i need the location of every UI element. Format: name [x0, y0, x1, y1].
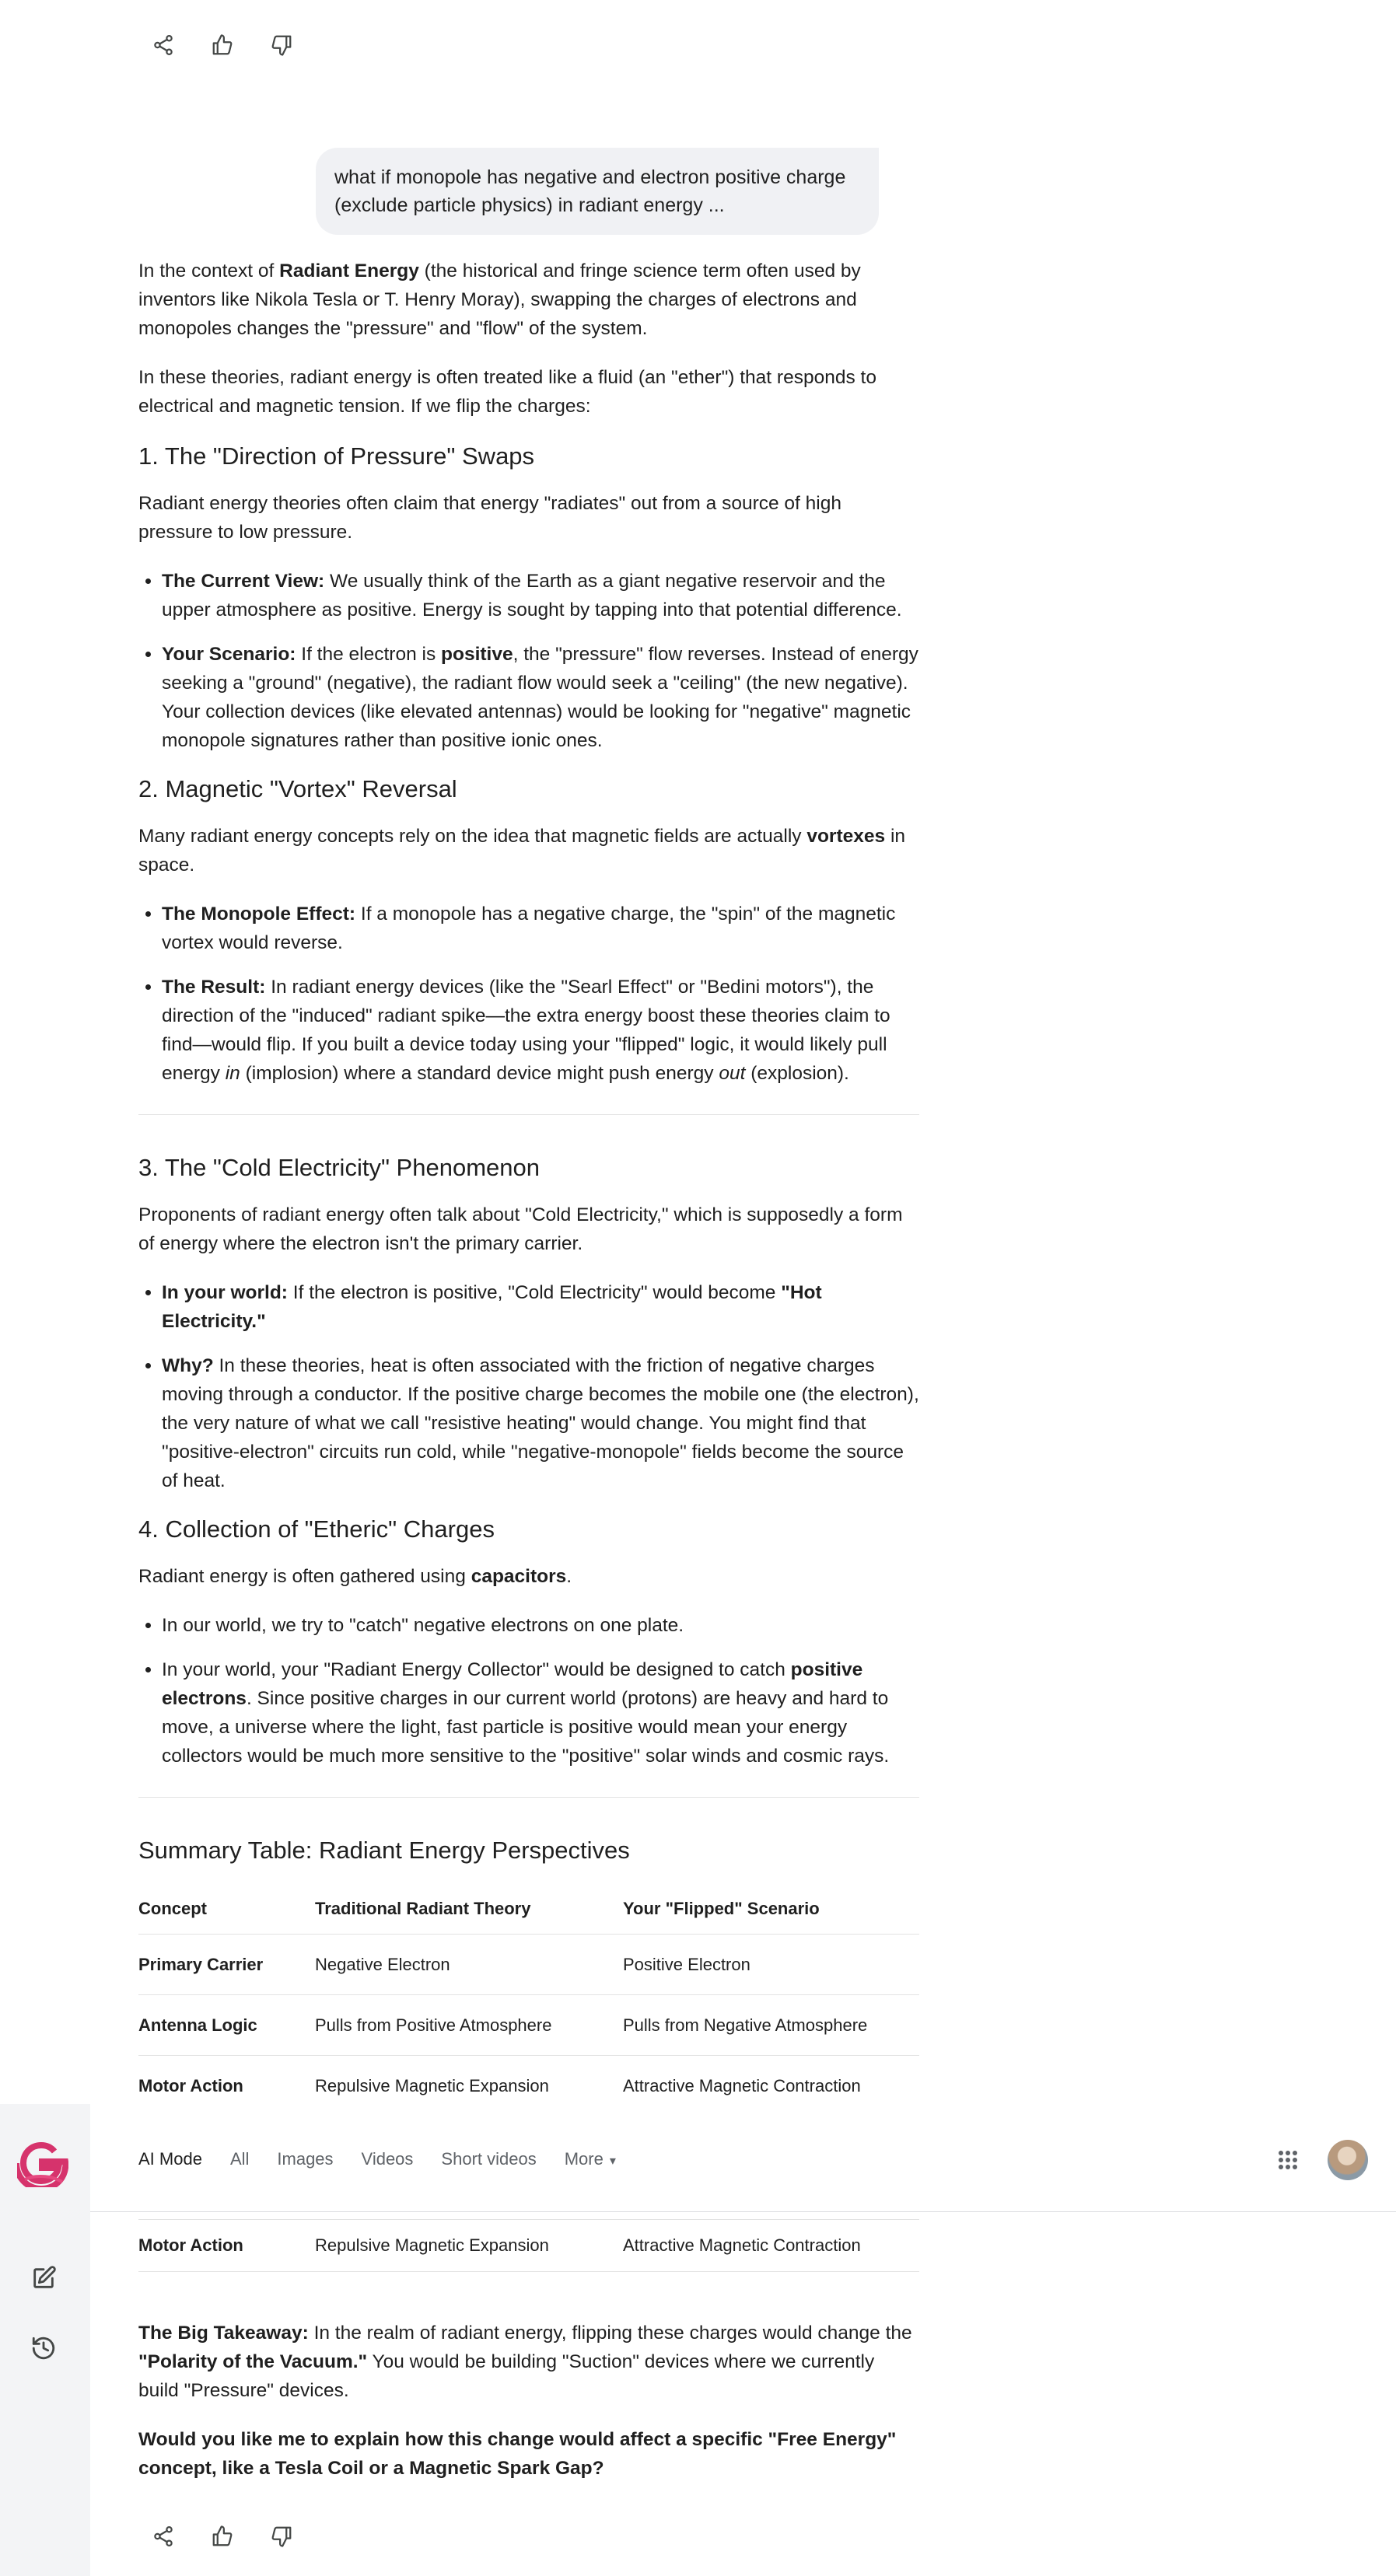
tab-videos[interactable]: Videos: [361, 2149, 414, 2169]
divider: [138, 1797, 919, 1798]
tab-more[interactable]: More ▾: [565, 2149, 616, 2169]
table-cell: Motor Action: [138, 2220, 315, 2272]
table-header: Your "Flipped" Scenario: [623, 1883, 919, 1935]
tab-images[interactable]: Images: [277, 2149, 334, 2169]
list-item: • Why? In these theories, heat is often associated with the friction of negative charges moving through a conductor. If the positive charge becomes the mobile one (the electron), the very nature of what we call "resistive heating" would change. You might find that "positive-electron" circuits run cold, while "negative-monopole" fields become the source of heat.: [162, 1351, 919, 1495]
table-header-row: [138, 1883, 919, 1935]
search-tabs: [138, 2149, 644, 2169]
followup-question: Would you like me to explain how this change would affect a specific "Free Energy" concept, like a Tesla Coil or a Magnetic Spark Gap?: [138, 2429, 897, 2479]
section-3-heading: 3. The "Cold Electricity" Phenomenon: [138, 1154, 540, 1181]
table-cell: Attractive Magnetic Contraction: [623, 2056, 919, 2116]
intro-paragraph-2: In these theories, radiant energy is often treated like a fluid (an "ether") that responds to electrical and magnetic tension. If we flip the charges:: [138, 367, 876, 417]
thumbs-up-icon[interactable]: [208, 31, 236, 59]
list-item: • In your world: If the electron is positive, "Cold Electricity" would become "Hot Electricity.": [162, 1278, 919, 1336]
section-3-list: [138, 1278, 919, 1495]
table-cell: Negative Electron: [315, 1935, 623, 1995]
section-4-text: Radiant energy is often gathered using capacitors.: [138, 1566, 572, 1587]
list-item: • In our world, we try to "catch" negative electrons on one plate.: [162, 1611, 919, 1640]
share-icon[interactable]: [149, 2522, 177, 2550]
list-item: • In your world, your "Radiant Energy Collector" would be designed to catch positive electrons. Since positive charges in our current world (protons) are heavy and hard to move, a universe where the light, fast particle is positive would mean your energy collectors would be much more sensitive to the "positive" solar winds and cosmic rays.: [162, 1655, 919, 1770]
history-icon[interactable]: [28, 2333, 59, 2364]
answer-closing: [138, 2319, 919, 2503]
summary-table: [138, 2168, 919, 2272]
apps-grid-icon[interactable]: [1278, 2150, 1298, 2170]
section-3-text: Proponents of radiant energy often talk about "Cold Electricity," which is supposedly a form of energy where the electron isn't the primary carrier.: [138, 1204, 903, 1254]
section-4-heading: 4. Collection of "Etheric" Charges: [138, 1515, 495, 1543]
thumbs-down-icon[interactable]: [268, 31, 296, 59]
intro-paragraph: In the context of Radiant Energy (the historical and fringe science term often used by inventors like Nikola Tesla or T. Henry Moray), swapping the charges of electrons and monopoles changes the "pressure" and "flow" of the system.: [138, 260, 861, 339]
section-2-text: Many radiant energy concepts rely on the idea that magnetic fields are actually vortexes in space.: [138, 826, 906, 876]
section-4-list: [138, 1611, 919, 1770]
section-1-heading: 1. The "Direction of Pressure" Swaps: [138, 442, 535, 470]
table-cell: Repulsive Magnetic Expansion: [315, 2056, 623, 2116]
tab-ai-mode[interactable]: AI Mode: [138, 2149, 202, 2169]
list-item: • The Result: In radiant energy devices (like the "Searl Effect" or "Bedini motors"), the direction of the "induced" radiant spike—the extra energy boost these theories claim to find—would flip. If you built a device today using your "flipped" logic, it would likely pull energy in (implosion) where a standard device might push energy out (explosion).: [162, 973, 919, 1088]
table-row: [138, 1995, 919, 2056]
section-2-heading: 2. Magnetic "Vortex" Reversal: [138, 775, 457, 802]
table-cell: Pulls from Positive Atmosphere: [315, 1995, 623, 2056]
section-1-list: [138, 567, 919, 755]
tab-all[interactable]: All: [229, 2149, 250, 2169]
table-cell: Motor Action: [138, 2056, 315, 2116]
user-message-text: what if monopole has negative and electron positive charge (exclude particle physics) in radiant energy ...: [334, 166, 846, 216]
summary-table-continued: [138, 2211, 919, 2272]
takeaway-paragraph: The Big Takeaway: In the realm of radiant energy, flipping these charges would change the "Polarity of the Vacuum." You would be building "Suction" devices where we currently build "Pressure" devices.: [138, 2323, 912, 2401]
summary-table-heading: Summary Table: Radiant Energy Perspectives: [138, 1837, 630, 1864]
table-cell: Repulsive Magnetic Expansion: [315, 2220, 623, 2272]
table-row: [138, 2220, 919, 2272]
summary-table: [138, 1883, 919, 2116]
list-item: • Your Scenario: If the electron is positive, the "pressure" flow reverses. Instead of energy seeking a "ground" (negative), the radiant flow would seek a "ceiling" (the new negative). Your collection devices (like elevated antennas) would be looking for "negative" magnetic monopole signatures rather than positive ionic ones.: [162, 640, 919, 755]
user-message-bubble: [316, 148, 879, 235]
thumbs-up-icon[interactable]: [208, 2522, 236, 2550]
share-icon[interactable]: [149, 31, 177, 59]
tab-short-videos[interactable]: Short videos: [441, 2149, 537, 2169]
table-header: Concept: [138, 1883, 315, 1935]
avatar[interactable]: [1328, 2140, 1368, 2180]
table-cell: Attractive Magnetic Contraction: [623, 2220, 919, 2272]
list-item: • The Current View: We usually think of the Earth as a giant negative reservoir and the upper atmosphere as positive. Energy is sought by tapping into that potential difference.: [162, 567, 919, 624]
table-cell: Primary Carrier: [138, 1935, 315, 1995]
table-row: [138, 1935, 919, 1995]
list-item: • The Monopole Effect: If a monopole has a negative charge, the "spin" of the magnetic vortex would reverse.: [162, 900, 919, 957]
edit-icon[interactable]: [28, 2263, 59, 2294]
table-cell: Positive Electron: [623, 1935, 919, 1995]
thumbs-down-icon[interactable]: [268, 2522, 296, 2550]
divider: [138, 1114, 919, 1115]
table-cell: Pulls from Negative Atmosphere: [623, 1995, 919, 2056]
section-2-list: [138, 900, 919, 1088]
ai-answer: [138, 257, 919, 2116]
response-actions-top: [149, 31, 296, 59]
table-cell: Antenna Logic: [138, 1995, 315, 2056]
google-logo-icon[interactable]: [17, 2141, 68, 2187]
table-header: Traditional Radiant Theory: [315, 1883, 623, 1935]
response-actions-bottom: [149, 2522, 296, 2550]
section-1-text: Radiant energy theories often claim that energy "radiates" out from a source of high pressure to low pressure.: [138, 493, 841, 543]
